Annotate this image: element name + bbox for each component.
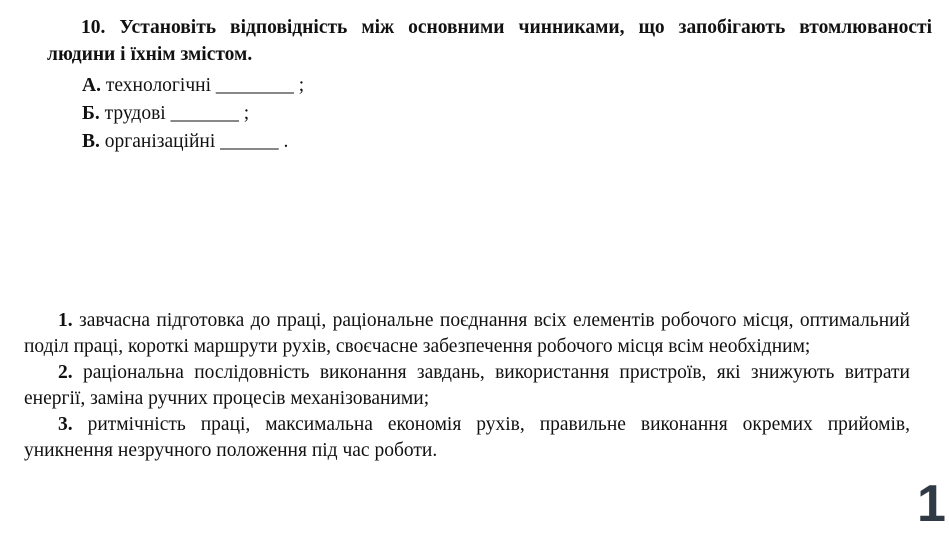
options-list	[82, 72, 304, 156]
answer-number: 2.	[58, 362, 73, 383]
answer-number: 1.	[58, 310, 73, 331]
option-blank: ________	[215, 75, 294, 96]
answer-1	[24, 308, 910, 360]
question-block	[47, 14, 932, 68]
answer-3	[24, 412, 910, 464]
option-letter: А.	[82, 75, 101, 96]
question-text: Установіть відповідність між основними чинниками, що запобігають втомлюваності людини і їхнім змістом.	[47, 17, 932, 65]
answer-text: раціональна послідовність виконання завдань, використання пристроїв, які знижують витрати енергії, заміна ручних процесів механізованими;	[24, 362, 910, 409]
answer-number: 3.	[58, 414, 73, 435]
option-blank: ______	[220, 131, 279, 152]
option-a	[82, 72, 304, 100]
answers-list	[24, 308, 910, 464]
option-label: трудові	[104, 103, 166, 124]
option-b	[82, 100, 304, 128]
answer-text: ритмічність праці, максимальна економія рухів, правильне виконання окремих прийомів, уникнення незручного положення під час роботи.	[24, 414, 910, 461]
option-c	[82, 128, 304, 156]
option-end: ;	[243, 103, 250, 124]
answer-text: завчасна підготовка до праці, раціональне поєднання всіх елементів робочого місця, оптимальний поділ праці, короткі маршрути рухів, своєчасне забезпечення робочого місця всім необхідним;	[24, 310, 910, 357]
option-label: організаційні	[104, 131, 216, 152]
option-end: ;	[298, 75, 305, 96]
corner-page-mark: 1	[917, 475, 946, 533]
option-end: .	[283, 131, 289, 152]
option-letter: В.	[82, 131, 100, 152]
option-label: технологічні	[105, 75, 211, 96]
option-letter: Б.	[82, 103, 100, 124]
question-number: 10.	[81, 17, 106, 38]
option-blank: _______	[170, 103, 239, 124]
answer-2	[24, 360, 910, 412]
